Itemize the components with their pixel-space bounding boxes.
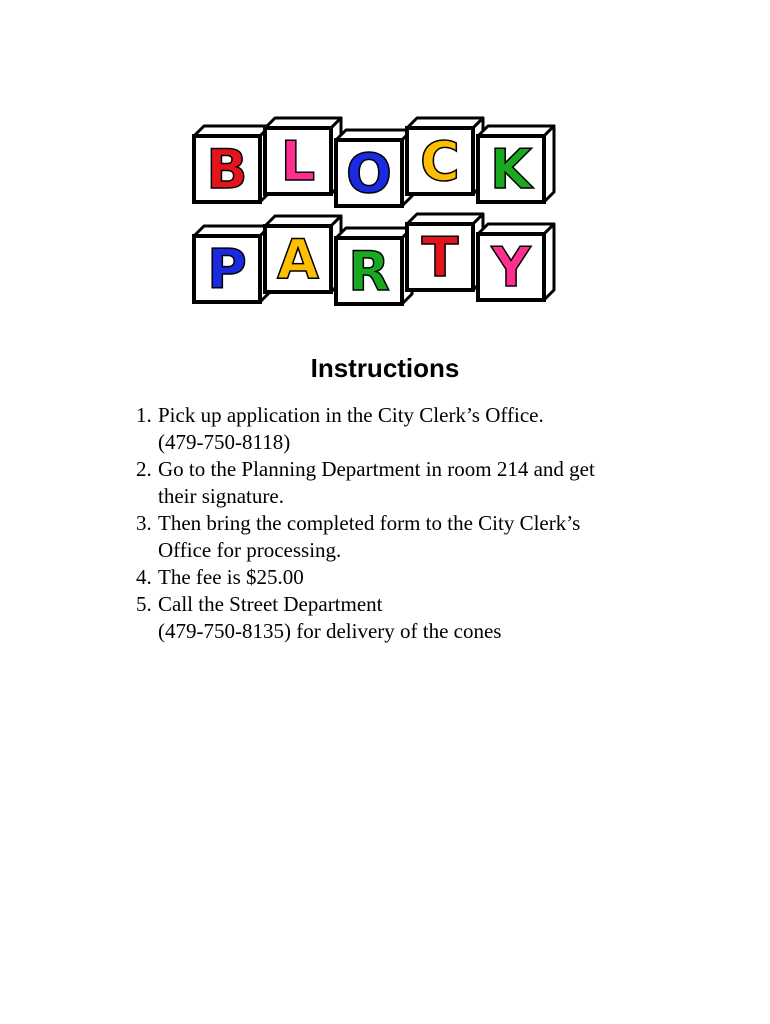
page-title: Instructions [310, 353, 460, 383]
step-line: their signature. [158, 484, 284, 508]
block-letter: K [490, 138, 532, 201]
step-text [158, 510, 656, 564]
block-letter: C [420, 130, 460, 193]
block-letter: P [207, 238, 247, 301]
step-line: (479-750-8135) for delivery of the cones [158, 619, 502, 643]
instruction-step-3 [136, 510, 656, 564]
block-letter: O [346, 142, 392, 205]
letter-block [478, 126, 554, 202]
step-text [158, 591, 656, 645]
instruction-step-4 [136, 564, 656, 591]
instruction-step-1 [136, 402, 656, 456]
letter-block [194, 226, 270, 302]
block-party-logo [190, 114, 558, 314]
letter-block [336, 130, 412, 206]
step-line: Office for processing. [158, 538, 342, 562]
step-number: 5. [136, 592, 152, 616]
step-text [158, 402, 656, 456]
letter-block [407, 214, 483, 290]
step-number: 3. [136, 511, 152, 535]
block-letter: R [348, 240, 390, 303]
step-line: Call the Street Department [158, 592, 383, 616]
block-letter: L [280, 130, 316, 193]
instruction-step-2 [136, 456, 656, 510]
step-line: Go to the Planning Department in room 214 and get [158, 457, 595, 481]
block-letter: B [206, 138, 248, 201]
letter-block [407, 118, 483, 194]
instruction-list [136, 402, 656, 645]
letter-block [478, 224, 554, 300]
step-number: 2. [136, 457, 152, 481]
instruction-step-5 [136, 591, 656, 645]
letter-block [336, 228, 412, 304]
step-number: 4. [136, 565, 152, 589]
block-letter: Y [491, 236, 531, 299]
step-line: (479-750-8118) [158, 430, 291, 454]
block-letter: T [421, 226, 459, 289]
letter-block [265, 118, 341, 194]
step-number: 1. [136, 403, 152, 427]
step-line: Pick up application in the City Clerk’s Office. [158, 403, 544, 427]
block-letter: A [277, 228, 319, 291]
step-line: The fee is $25.00 [158, 565, 304, 589]
step-line: Then bring the completed form to the City Clerk’s [158, 511, 581, 535]
step-text [158, 456, 656, 510]
letter-block [265, 216, 341, 292]
letter-block [194, 126, 270, 202]
step-text [158, 564, 656, 591]
